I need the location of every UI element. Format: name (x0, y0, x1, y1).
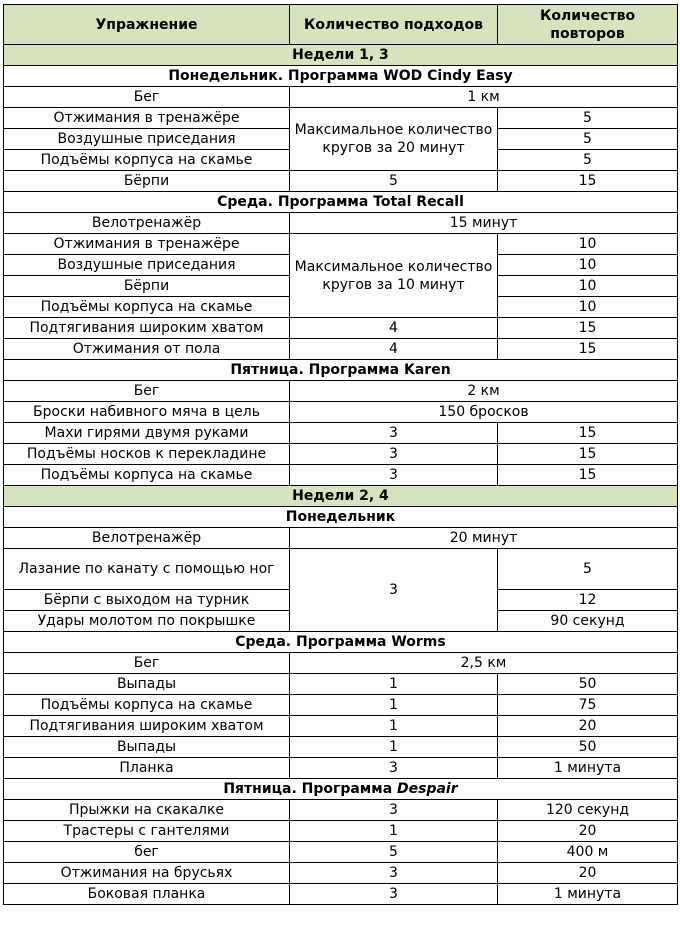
table-row (4, 171, 678, 192)
day-title: Среда. Программа Worms (4, 632, 678, 653)
sets-cell: 5 (290, 171, 498, 192)
reps-cell: 15 (498, 339, 678, 360)
reps-cell: 20 (498, 821, 678, 842)
day-row (4, 632, 678, 653)
sets-cell: 4 (290, 339, 498, 360)
reps-cell: 1 минута (498, 884, 678, 905)
value-cell: 150 бросков (290, 402, 678, 423)
value-cell: 15 минут (290, 213, 678, 234)
exercise-cell: Подъёмы корпуса на скамье (4, 695, 290, 716)
reps-cell: 15 (498, 171, 678, 192)
table-row (4, 381, 678, 402)
workout-table (3, 4, 678, 905)
exercise-cell: Выпады (4, 674, 290, 695)
exercise-cell: Махи гирями двумя руками (4, 423, 290, 444)
reps-cell: 10 (498, 276, 678, 297)
exercise-cell: Лазание по канату с помощью ног (4, 549, 290, 590)
value-cell: 1 км (290, 87, 678, 108)
reps-cell: 12 (498, 590, 678, 611)
value-cell: 2,5 км (290, 653, 678, 674)
exercise-cell: Подъёмы корпуса на скамье (4, 150, 290, 171)
exercise-cell: Бег (4, 653, 290, 674)
exercise-cell: Бёрпи (4, 276, 290, 297)
reps-cell: 20 (498, 863, 678, 884)
exercise-cell: Отжимания на брусьях (4, 863, 290, 884)
week-row (4, 486, 678, 507)
exercise-cell: Бёрпи (4, 171, 290, 192)
table-row (4, 318, 678, 339)
exercise-cell: Подтягивания широким хватом (4, 318, 290, 339)
exercise-cell: Подтягивания широким хватом (4, 716, 290, 737)
exercise-cell: Велотренажёр (4, 213, 290, 234)
table-row (4, 234, 678, 255)
exercise-cell: бег (4, 842, 290, 863)
day-title: Понедельник. Программа WOD Cindy Easy (4, 66, 678, 87)
exercise-cell: Планка (4, 758, 290, 779)
day-row (4, 192, 678, 213)
reps-cell: 15 (498, 444, 678, 465)
day-row (4, 66, 678, 87)
sets-cell: 3 (290, 863, 498, 884)
exercise-cell: Бег (4, 87, 290, 108)
reps-cell: 120 секунд (498, 800, 678, 821)
reps-cell: 400 м (498, 842, 678, 863)
reps-cell: 20 (498, 716, 678, 737)
header-row (4, 5, 678, 45)
exercise-cell: Отжимания от пола (4, 339, 290, 360)
reps-cell: 10 (498, 297, 678, 318)
day-title: Пятница. Программа Karen (4, 360, 678, 381)
table-row (4, 695, 678, 716)
sets-cell: 3 (290, 758, 498, 779)
table-row (4, 884, 678, 905)
table-row (4, 842, 678, 863)
header-exercise: Упражнение (4, 5, 290, 45)
sets-cell: 3 (290, 423, 498, 444)
week-row (4, 45, 678, 66)
reps-cell: 10 (498, 255, 678, 276)
sets-cell: 3 (290, 444, 498, 465)
sets-cell: 1 (290, 716, 498, 737)
merged-sets-cell: Максимальное количество кругов за 10 минут (290, 234, 498, 318)
merged-sets-cell: Максимальное количество кругов за 20 минут (290, 108, 498, 171)
exercise-cell: Выпады (4, 737, 290, 758)
table-row (4, 716, 678, 737)
exercise-cell: Бег (4, 381, 290, 402)
reps-cell: 1 минута (498, 758, 678, 779)
table-row (4, 653, 678, 674)
value-cell: 2 км (290, 381, 678, 402)
table-row (4, 402, 678, 423)
table-row (4, 863, 678, 884)
exercise-cell: Прыжки на скакалке (4, 800, 290, 821)
reps-cell: 10 (498, 234, 678, 255)
exercise-cell: Подъёмы корпуса на скамье (4, 465, 290, 486)
sets-cell: 3 (290, 800, 498, 821)
value-cell: 20 минут (290, 528, 678, 549)
sets-cell: 3 (290, 884, 498, 905)
sets-cell: 1 (290, 674, 498, 695)
day-title: Среда. Программа Total Recall (4, 192, 678, 213)
reps-cell: 5 (498, 549, 678, 590)
header-reps: Количество повторов (498, 5, 678, 45)
table-row (4, 465, 678, 486)
table-row (4, 737, 678, 758)
header-sets: Количество подходов (290, 5, 498, 45)
table-row (4, 821, 678, 842)
reps-cell: 5 (498, 150, 678, 171)
sets-cell: 1 (290, 737, 498, 758)
exercise-cell: Броски набивного мяча в цель (4, 402, 290, 423)
table-row (4, 444, 678, 465)
reps-cell: 50 (498, 674, 678, 695)
exercise-cell: Трастеры с гантелями (4, 821, 290, 842)
reps-cell: 5 (498, 108, 678, 129)
sets-cell: 1 (290, 695, 498, 716)
reps-cell: 15 (498, 423, 678, 444)
table-row (4, 339, 678, 360)
table-row (4, 800, 678, 821)
day-title (4, 779, 678, 800)
table-row (4, 528, 678, 549)
reps-cell: 50 (498, 737, 678, 758)
day-row (4, 507, 678, 528)
exercise-cell: Удары молотом по покрышке (4, 611, 290, 632)
exercise-cell: Отжимания в тренажёре (4, 234, 290, 255)
sets-cell: 1 (290, 821, 498, 842)
sets-cell: 5 (290, 842, 498, 863)
exercise-cell: Подъёмы носков к перекладине (4, 444, 290, 465)
table-row (4, 758, 678, 779)
sets-cell: 4 (290, 318, 498, 339)
table-row (4, 213, 678, 234)
day-row (4, 360, 678, 381)
reps-cell: 15 (498, 465, 678, 486)
table-row (4, 108, 678, 129)
day-title-prefix: Пятница. Программа (223, 781, 398, 797)
exercise-cell: Воздушные приседания (4, 255, 290, 276)
merged-sets-cell: 3 (290, 549, 498, 632)
weeks-1-3-label: Недели 1, 3 (4, 45, 678, 66)
exercise-cell: Подъёмы корпуса на скамье (4, 297, 290, 318)
day-title: Понедельник (4, 507, 678, 528)
table-row (4, 674, 678, 695)
table-row (4, 423, 678, 444)
exercise-cell: Отжимания в тренажёре (4, 108, 290, 129)
exercise-cell: Бёрпи с выходом на турник (4, 590, 290, 611)
table-row (4, 87, 678, 108)
reps-cell: 75 (498, 695, 678, 716)
exercise-cell: Боковая планка (4, 884, 290, 905)
reps-cell: 90 секунд (498, 611, 678, 632)
sets-cell: 3 (290, 465, 498, 486)
day-row (4, 779, 678, 800)
reps-cell: 15 (498, 318, 678, 339)
day-title-program: Despair (397, 781, 458, 797)
exercise-cell: Велотренажёр (4, 528, 290, 549)
weeks-2-4-label: Недели 2, 4 (4, 486, 678, 507)
exercise-cell: Воздушные приседания (4, 129, 290, 150)
reps-cell: 5 (498, 129, 678, 150)
table-row (4, 549, 678, 590)
